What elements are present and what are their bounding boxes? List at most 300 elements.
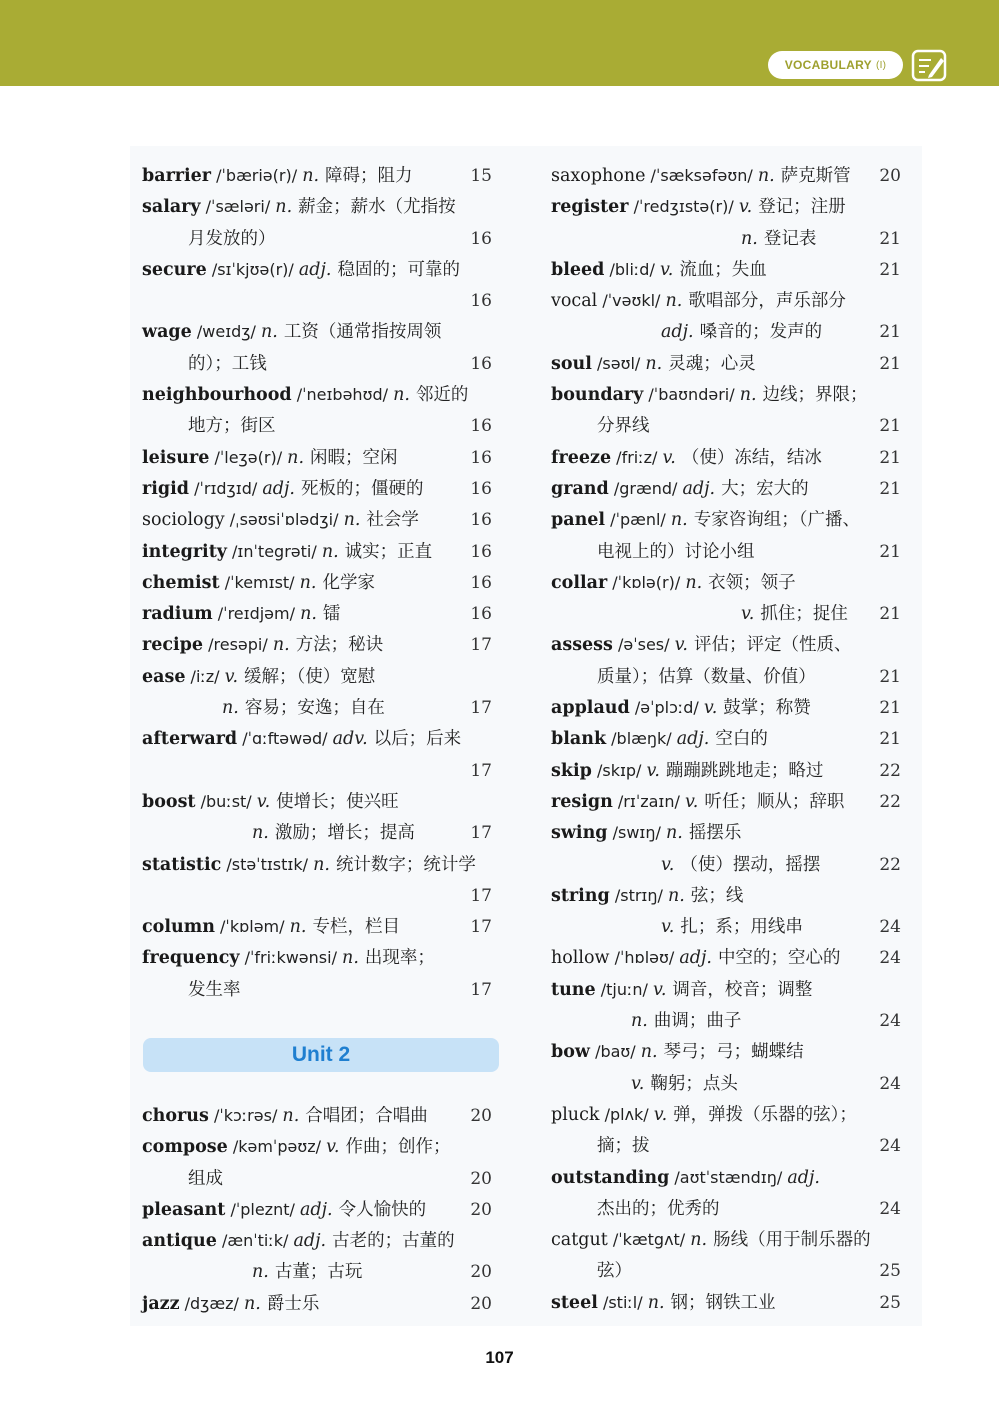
meaning: 专家咨询组；（广播、 <box>693 510 860 531</box>
headword: radium <box>142 604 213 625</box>
page-ref: 21 <box>879 322 901 343</box>
headword: swing <box>551 823 608 844</box>
vocab-entry <box>551 976 901 1007</box>
part-of-speech: n. <box>670 510 688 531</box>
part-of-speech: n. <box>222 698 239 719</box>
page-ref: 16 <box>470 604 492 625</box>
phonetic: /ˈfriːkwənsi/ <box>239 948 343 968</box>
meaning: 古老的；古董的 <box>332 1231 455 1252</box>
headword: blank <box>551 729 607 750</box>
headword: ease <box>142 666 186 687</box>
meaning: 歌唱部分，声乐部分 <box>688 291 846 312</box>
part-of-speech: v. <box>738 197 753 218</box>
headword: afterward <box>142 729 238 750</box>
vocab-entry <box>142 788 492 819</box>
phonetic: /strɪŋ/ <box>609 885 668 905</box>
part-of-speech: adj. <box>661 322 694 343</box>
meaning: 出现率； <box>364 948 435 969</box>
page-ref: 20 <box>470 1293 492 1314</box>
page-ref: 20 <box>470 1262 492 1283</box>
part-of-speech: v. <box>685 791 699 812</box>
part-of-speech: v. <box>653 979 667 1000</box>
vocab-entry <box>551 694 901 725</box>
page-number: 107 <box>485 1348 514 1367</box>
vocab-entry <box>142 256 492 287</box>
page-ref: 17 <box>470 885 492 906</box>
phonetic: /ˈkætgʌt/ <box>607 1230 691 1250</box>
vocab-entry <box>142 913 492 944</box>
meaning: 评估；评定（性质、 <box>693 635 852 656</box>
part-of-speech: n. <box>342 948 359 969</box>
vocab-entry <box>551 350 901 381</box>
page-ref: 21 <box>879 353 901 374</box>
vocab-entry <box>142 1227 492 1258</box>
phonetic: /ɪnˈtegrəti/ <box>226 541 322 561</box>
headword: boost <box>142 791 196 812</box>
meaning: 的）；工钱 <box>188 353 267 374</box>
part-of-speech: n. <box>666 823 683 844</box>
headword: chemist <box>142 572 220 593</box>
vocab-entry <box>142 569 492 600</box>
meaning: 分界线 <box>597 416 650 437</box>
meaning: 作曲；创作； <box>345 1137 451 1158</box>
phonetic: /ˈredʒɪstə(r)/ <box>628 197 739 217</box>
vocab-entry <box>551 381 901 412</box>
headword: column <box>142 917 215 938</box>
phonetic: /səʊl/ <box>591 353 646 373</box>
headword: catgut <box>551 1230 608 1251</box>
vocab-entry <box>551 256 901 287</box>
vocabulary-badge <box>768 51 903 79</box>
part-of-speech: n. <box>631 1011 648 1032</box>
part-of-speech: n. <box>739 385 757 406</box>
vocab-entry <box>551 193 901 224</box>
unit-2-column <box>142 1102 492 1321</box>
headword: bow <box>551 1042 590 1063</box>
headword: steel <box>551 1292 598 1313</box>
vocab-entry <box>551 788 901 819</box>
phonetic: /weɪdʒ/ <box>191 322 262 342</box>
phonetic: /rɪˈzaɪn/ <box>612 791 685 811</box>
phonetic: /skɪp/ <box>591 760 647 780</box>
vocab-entry <box>551 1164 901 1195</box>
meaning: 摇摆乐 <box>688 823 742 844</box>
meaning: 摘；拔 <box>597 1136 650 1157</box>
headword: soul <box>551 353 592 374</box>
phonetic: /ˈreɪdjəm/ <box>212 604 301 624</box>
meaning: 薪金；薪水（尤指按 <box>298 197 456 218</box>
headword: salary <box>142 197 201 218</box>
phonetic: /sɪˈkjʊə(r)/ <box>206 259 299 279</box>
phonetic: /ˈkɒlə(r)/ <box>607 572 686 592</box>
meaning: 缓解；（使）宽慰 <box>244 666 376 687</box>
vocab-entry <box>142 663 492 694</box>
page-ref: 16 <box>470 353 492 374</box>
meaning: 统计数字；统计学 <box>335 854 476 875</box>
headword: applaud <box>551 698 630 719</box>
vocab-entry <box>551 287 901 318</box>
vocab-entry-continuation <box>142 350 492 381</box>
headword: compose <box>142 1137 228 1158</box>
part-of-speech: n. <box>261 322 278 343</box>
vocab-entry <box>551 1038 901 1069</box>
vocab-entry <box>142 444 492 475</box>
vocabulary-volume: (I) <box>875 59 887 71</box>
headword: integrity <box>142 541 227 562</box>
vocab-entry <box>142 944 492 975</box>
unit-title: Unit 2 <box>291 1043 351 1066</box>
phonetic: /resəpi/ <box>203 635 273 655</box>
headword: freeze <box>551 447 612 468</box>
meaning: 合唱团；合唱曲 <box>305 1106 428 1126</box>
part-of-speech: n. <box>272 635 290 656</box>
page-ref: 16 <box>470 447 492 468</box>
page-ref: 15 <box>470 166 492 186</box>
part-of-speech: adj. <box>679 948 712 969</box>
vocab-entry <box>551 506 901 537</box>
page-ref: 17 <box>470 635 492 656</box>
page-ref: 17 <box>470 698 492 719</box>
headword: bleed <box>551 259 605 280</box>
headword: grand <box>551 478 609 499</box>
phonetic: /plʌk/ <box>599 1104 654 1124</box>
phonetic: /ˈkɔːrəs/ <box>208 1106 283 1125</box>
phonetic: /ˈɑːftəwəd/ <box>237 729 333 749</box>
part-of-speech: v. <box>224 666 239 687</box>
vocab-entry-continuation <box>142 225 492 256</box>
meaning: 组成 <box>188 1168 223 1189</box>
vocab-entry-continuation <box>551 1070 901 1101</box>
part-of-speech: v. <box>703 698 718 719</box>
part-of-speech: n. <box>665 291 683 312</box>
meaning: （使）摆动，摇摆 <box>680 854 821 875</box>
part-of-speech: n. <box>690 1230 708 1251</box>
part-of-speech: n. <box>640 1042 658 1063</box>
part-of-speech: adj. <box>682 478 716 499</box>
meaning: （使）冻结，结冰 <box>681 447 822 468</box>
page-ref: 24 <box>879 917 901 938</box>
part-of-speech: n. <box>321 541 339 562</box>
meaning: 地方；街区 <box>188 416 276 437</box>
meaning: 电视上的）讨论小组 <box>597 541 755 562</box>
meaning: 调音，校音；调整 <box>672 979 813 1000</box>
vocab-entry <box>551 882 901 913</box>
vocab-entry <box>142 725 492 756</box>
headword: leisure <box>142 447 210 468</box>
vocab-entry-continuation <box>142 1258 492 1289</box>
part-of-speech: v. <box>659 259 674 280</box>
headword: vocal <box>551 291 598 312</box>
vocab-entry <box>551 475 901 506</box>
headword: collar <box>551 572 608 593</box>
headword: boundary <box>551 385 644 406</box>
vocab-entry-continuation <box>551 913 901 944</box>
headword: rigid <box>142 478 189 499</box>
meaning: 古董；古玩 <box>274 1262 363 1283</box>
part-of-speech: n. <box>252 823 269 844</box>
phonetic: /tjuːn/ <box>595 979 654 999</box>
part-of-speech: v. <box>674 635 688 656</box>
vocab-entry-continuation <box>551 225 901 256</box>
meaning: 钢；钢铁工业 <box>670 1292 776 1313</box>
headword: antique <box>142 1231 217 1252</box>
headword: skip <box>551 760 592 781</box>
vocab-entry <box>551 1101 901 1132</box>
unit-title-bar <box>143 1038 499 1072</box>
meaning: 以后；后来 <box>373 729 462 750</box>
part-of-speech: adj. <box>299 1199 333 1220</box>
vocab-entry-continuation <box>142 757 492 788</box>
page-ref: 22 <box>879 854 901 875</box>
meaning: 死板的；僵硬的 <box>301 478 424 499</box>
meaning: 空白的 <box>715 729 768 750</box>
meaning: 障碍；阻力 <box>325 166 413 186</box>
page-ref: 24 <box>879 1073 901 1094</box>
page-ref: 16 <box>470 228 492 249</box>
phonetic: /ˈneɪbəhʊd/ <box>291 385 394 405</box>
part-of-speech: n. <box>287 447 305 468</box>
phonetic: /ˈpænl/ <box>605 510 671 530</box>
phonetic: /ˈkemɪst/ <box>219 572 300 592</box>
meaning: 中空的；空心的 <box>717 948 841 969</box>
meaning: 流血；失血 <box>679 259 767 280</box>
part-of-speech: n. <box>252 1262 269 1283</box>
vocab-entry <box>142 631 492 662</box>
meaning: 扎；系；用线串 <box>680 917 803 938</box>
vocab-entry-continuation <box>551 1132 901 1163</box>
page-ref: 20 <box>470 1199 492 1220</box>
part-of-speech: v. <box>662 447 676 468</box>
vocab-entry <box>142 475 492 506</box>
page-ref: 21 <box>879 478 901 499</box>
page-ref: 20 <box>470 1106 492 1126</box>
meaning: 萨克斯管 <box>780 166 851 186</box>
vocab-entry <box>551 944 901 975</box>
meaning: 使增长；使兴旺 <box>276 791 399 812</box>
page-ref: 21 <box>879 228 901 249</box>
part-of-speech: adj. <box>676 729 710 750</box>
vocab-entry <box>551 1289 901 1320</box>
page-ref: 20 <box>470 1168 492 1189</box>
vocab-entry <box>551 1226 901 1257</box>
meaning: 诚实；正直 <box>344 541 433 562</box>
vocab-entry <box>551 569 901 600</box>
meaning: 衣领；领子 <box>708 572 796 593</box>
headword: chorus <box>142 1106 209 1126</box>
meaning: 令人愉快的 <box>338 1199 427 1220</box>
part-of-speech: v. <box>661 917 675 938</box>
part-of-speech: n. <box>289 917 307 938</box>
meaning: 登记表 <box>763 228 817 249</box>
vocab-entry <box>142 162 492 193</box>
headword: statistic <box>142 854 222 875</box>
phonetic: /kəmˈpəʊz/ <box>227 1137 327 1157</box>
meaning: 肠线（用于制乐器的 <box>713 1230 871 1251</box>
meaning: 嗓音的；发声的 <box>699 322 823 343</box>
phonetic: /bliːd/ <box>604 259 660 279</box>
left-column <box>142 162 492 1007</box>
meaning: 专栏，栏目 <box>312 917 400 938</box>
page-ref: 17 <box>470 823 492 844</box>
headword: assess <box>551 635 613 656</box>
vocab-entry <box>142 381 492 412</box>
part-of-speech: v. <box>741 604 755 625</box>
part-of-speech: n. <box>302 166 320 186</box>
part-of-speech: n. <box>668 885 685 906</box>
meaning: 工资（通常指按周领 <box>283 322 442 343</box>
part-of-speech: adj. <box>262 478 295 499</box>
part-of-speech: n. <box>299 572 317 593</box>
headword: tune <box>551 979 596 1000</box>
meaning: 弦；线 <box>690 885 744 906</box>
page-ref: 16 <box>470 572 492 593</box>
vocab-entry-continuation <box>551 600 901 631</box>
meaning: 弦） <box>597 1261 632 1282</box>
meaning: 月发放的） <box>188 228 276 249</box>
part-of-speech: n. <box>757 166 775 186</box>
headword: panel <box>551 510 606 531</box>
meaning: 大；宏大的 <box>721 478 809 499</box>
vocab-entry-continuation <box>142 882 492 913</box>
meaning: 闲暇；空闲 <box>310 447 398 468</box>
headword: pleasant <box>142 1199 226 1220</box>
meaning: 蹦蹦跳跳地走；略过 <box>665 760 824 781</box>
meaning: 质量）；估算（数量、价值） <box>597 666 816 687</box>
part-of-speech: adj. <box>298 259 332 280</box>
meaning: 社会学 <box>366 510 419 531</box>
part-of-speech: v. <box>646 760 660 781</box>
phonetic: /ˈbæriə(r)/ <box>211 166 303 185</box>
headword: outstanding <box>551 1167 670 1188</box>
phonetic: /ˈrɪdʒɪd/ <box>189 478 263 498</box>
phonetic: /dʒæz/ <box>179 1293 245 1313</box>
meaning: 鞠躬；点头 <box>650 1073 738 1094</box>
page-ref: 21 <box>879 541 901 562</box>
vocab-entry-continuation <box>142 976 492 1007</box>
vocab-entry-continuation <box>551 663 901 694</box>
page-ref: 21 <box>879 729 901 750</box>
headword: wage <box>142 322 192 343</box>
phonetic: /ænˈtiːk/ <box>216 1231 294 1251</box>
vocab-entry-continuation <box>551 538 901 569</box>
page-ref: 24 <box>879 1011 901 1032</box>
headword: frequency <box>142 948 240 969</box>
meaning: 方法；秘诀 <box>295 635 384 656</box>
phonetic: /ˌsəʊsiˈɒlədʒi/ <box>224 510 344 530</box>
phonetic: /ˈsæksəfəʊn/ <box>645 166 758 185</box>
phonetic: /blæŋk/ <box>606 729 677 749</box>
phonetic: /swɪŋ/ <box>607 823 666 843</box>
vocab-entry-continuation <box>551 1257 901 1288</box>
page-ref: 24 <box>879 1136 901 1157</box>
phonetic: /ˈsæləri/ <box>200 197 276 217</box>
page-ref: 16 <box>470 416 492 437</box>
vocab-entry <box>142 318 492 349</box>
page-ref: 17 <box>470 979 492 1000</box>
meaning: 抓住；捉住 <box>760 604 848 625</box>
vocab-entry-continuation <box>142 412 492 443</box>
part-of-speech: adv. <box>332 729 368 750</box>
vocab-entry <box>142 851 492 882</box>
phonetic: /grænd/ <box>608 478 683 498</box>
part-of-speech: n. <box>343 510 361 531</box>
vocab-entry <box>142 193 492 224</box>
page-ref: 25 <box>879 1292 901 1313</box>
part-of-speech: v. <box>256 791 271 812</box>
phonetic: /ˈkɒləm/ <box>214 917 290 937</box>
page-ref: 21 <box>879 666 901 687</box>
vocab-entry <box>551 819 901 850</box>
meaning: 杰出的；优秀的 <box>597 1198 720 1219</box>
vocab-entry <box>142 1196 492 1227</box>
meaning: 灵魂；心灵 <box>668 353 756 374</box>
page-ref: 24 <box>879 948 901 969</box>
phonetic: /stiːl/ <box>597 1292 648 1312</box>
part-of-speech: n. <box>275 197 293 218</box>
vocab-entry <box>551 444 901 475</box>
meaning: 发生率 <box>188 979 241 1000</box>
meaning: 琴弓；弓；蝴蝶结 <box>663 1042 804 1063</box>
headword: pluck <box>551 1104 600 1125</box>
headword: hollow <box>551 948 610 969</box>
meaning: 听任；顺从；辞职 <box>704 791 845 812</box>
headword: register <box>551 197 629 218</box>
vocab-entry-continuation <box>142 819 492 850</box>
vocab-entry <box>142 1290 492 1321</box>
page-ref: 25 <box>879 1261 901 1282</box>
part-of-speech: n. <box>685 572 703 593</box>
phonetic: /ˈpleznt/ <box>225 1199 300 1219</box>
page-ref: 16 <box>470 510 492 531</box>
meaning: 稳固的；可靠的 <box>337 259 460 280</box>
part-of-speech: n. <box>741 228 758 249</box>
vocab-entry <box>551 162 901 193</box>
vocabulary-label: VOCABULARY <box>784 58 872 72</box>
meaning: 化学家 <box>322 572 375 593</box>
phonetic: /baʊ/ <box>589 1042 641 1062</box>
part-of-speech: v. <box>653 1104 668 1125</box>
vocab-entry <box>142 538 492 569</box>
part-of-speech: n. <box>313 854 330 875</box>
right-column <box>551 162 901 1320</box>
meaning: 鼓掌；称赞 <box>723 698 811 719</box>
vocab-entry-continuation <box>551 412 901 443</box>
page-ref: 17 <box>470 760 492 781</box>
headword: neighbourhood <box>142 385 292 406</box>
phonetic: /aʊtˈstændɪŋ/ <box>669 1167 788 1187</box>
part-of-speech: v. <box>326 1137 340 1158</box>
vocab-entry <box>142 600 492 631</box>
part-of-speech: n. <box>393 385 410 406</box>
phonetic: /ˈvəʊkl/ <box>597 291 666 311</box>
part-of-speech: n. <box>645 353 663 374</box>
part-of-speech: n. <box>300 604 317 625</box>
part-of-speech: adj. <box>787 1167 820 1188</box>
page-ref: 17 <box>470 917 492 938</box>
part-of-speech: v. <box>631 1073 645 1094</box>
page-ref: 16 <box>470 291 492 312</box>
page-ref: 21 <box>879 698 901 719</box>
vocab-entry-continuation <box>551 1007 901 1038</box>
phonetic: /əˈses/ <box>612 635 675 655</box>
vocab-entry-continuation <box>551 318 901 349</box>
phonetic: /ˈhɒləʊ/ <box>609 948 680 968</box>
phonetic: /stəˈtɪstɪk/ <box>221 854 314 874</box>
page-ref: 24 <box>879 1198 901 1219</box>
part-of-speech: n. <box>647 1292 665 1313</box>
page-ref: 21 <box>879 447 901 468</box>
page-ref: 16 <box>470 478 492 499</box>
